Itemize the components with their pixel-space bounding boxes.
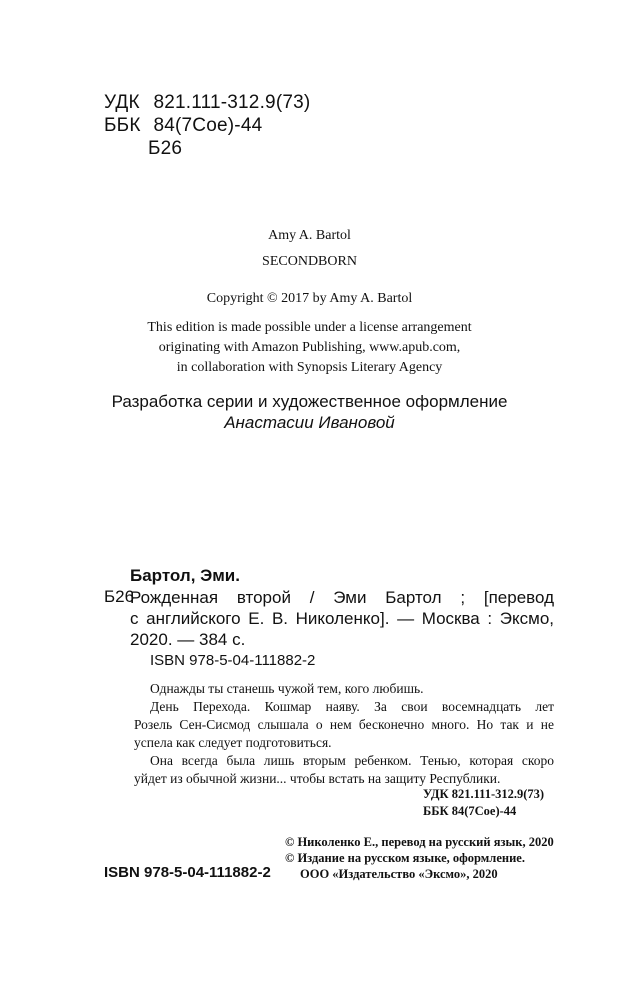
license-line: originating with Amazon Publishing, www.apub.com, — [158, 340, 461, 355]
udk-label: УДК — [104, 92, 140, 113]
license-notice — [0, 318, 619, 378]
annotation-line: Однажды ты станешь чужой тем, кого любишь. — [150, 681, 424, 696]
annotation-line: День Перехода. Кошмар наяву. За свои восемнадцать лет — [150, 699, 554, 714]
original-title: SECONDBORN — [262, 254, 357, 269]
udk-value: 821.111-312.9(73) — [153, 92, 311, 113]
author-mark: Б26 — [148, 138, 183, 159]
udk-line — [104, 92, 310, 114]
annotation-bbk: ББК 84(7Сое)-44 — [423, 804, 517, 818]
bbk-line — [104, 115, 262, 137]
rights-line: ООО «Издательство «Эксмо», 2020 — [300, 867, 498, 881]
annotation-line: Розель Сен-Сисмод слышала о нем бесконечно много. Но так и не — [134, 717, 554, 732]
catalog-isbn: ISBN 978-5-04-111882-2 — [150, 652, 316, 669]
annotation-line: успела как следует подготовиться. — [134, 735, 332, 750]
rights-line: © Издание на русском языке, оформление. — [285, 851, 525, 865]
annotation — [134, 680, 554, 788]
rights-line: © Николенко Е., перевод на русский язык, 2020 — [285, 835, 554, 849]
series-designer: Анастасии Ивановой — [224, 413, 395, 432]
bbk-label: ББК — [104, 115, 141, 136]
series-design-label: Разработка серии и художественное оформление — [111, 392, 508, 411]
annotation-line: Она всегда была лишь вторым ребенком. Тенью, которая скоро — [150, 753, 554, 768]
footer-isbn: ISBN 978-5-04-111882-2 — [104, 864, 271, 881]
bbk-value: 84(7Сое)-44 — [153, 115, 263, 136]
catalog-heading: Бартол, Эми. — [130, 566, 240, 585]
annotation-udk: УДК 821.111-312.9(73) — [423, 787, 545, 801]
license-line: This edition is made possible under a license arrangement — [147, 320, 472, 335]
catalog-mark: Б26 — [104, 587, 135, 606]
catalog-line: Рожденная второй / Эми Бартол ; [перевод — [130, 588, 554, 607]
license-line: in collaboration with Synopsis Literary Agency — [176, 360, 443, 375]
original-copyright: Copyright © 2017 by Amy A. Bartol — [206, 291, 413, 306]
catalog-entry — [130, 587, 554, 650]
catalog-line: с английского Е. В. Николенко]. — Москва : Эксмо, — [130, 609, 554, 628]
original-author: Amy A. Bartol — [268, 228, 351, 243]
annotation-line: уйдет из обычной жизни... чтобы встать на защиту Республики. — [134, 771, 501, 786]
catalog-line: 2020. — 384 с. — [130, 630, 246, 649]
